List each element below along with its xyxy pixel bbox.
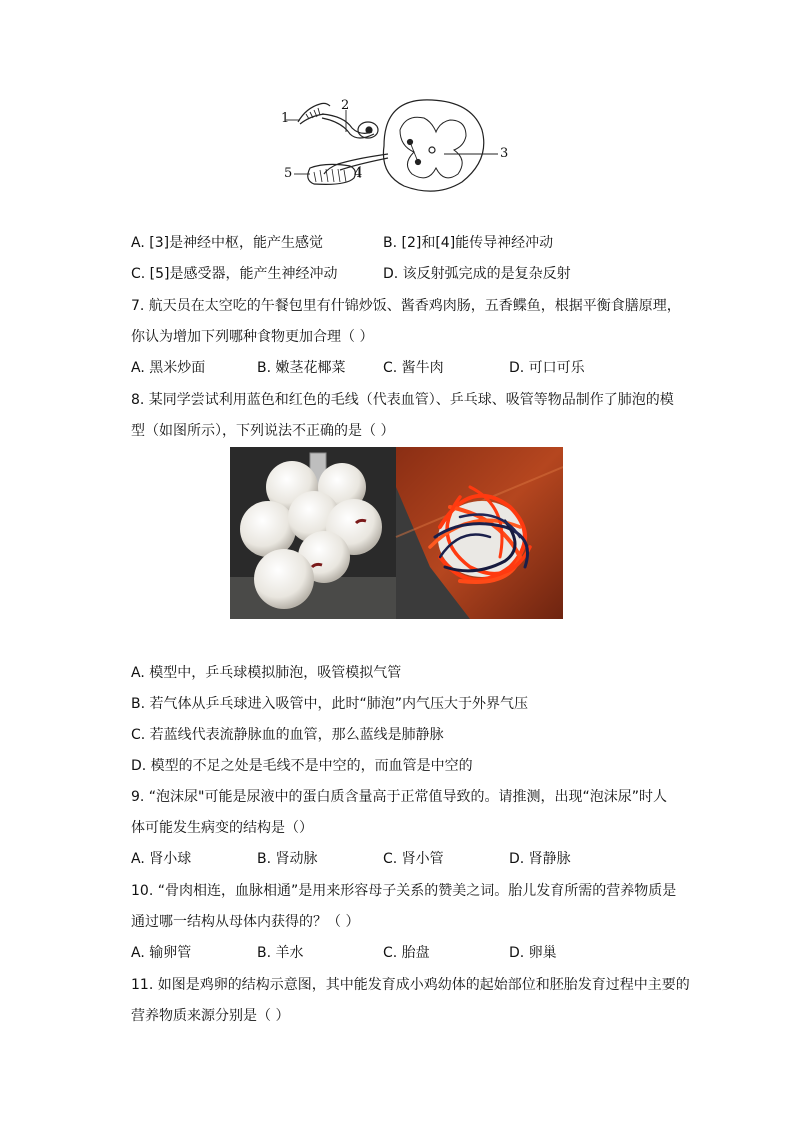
- q8-option-d: D. 模型的不足之处是毛线不是中空的，而血管是中空的: [131, 758, 473, 774]
- q9-option-c: C. 肾小管: [383, 851, 444, 867]
- reflex-arc-figure: [276, 92, 516, 202]
- q10-option-a: A. 输卵管: [131, 945, 192, 961]
- q11-stem-line1: 11. 如图是鸡卵的结构示意图，其中能发育成小鸡幼体的起始部位和胚胎发育过程中主要的: [131, 977, 690, 993]
- q11-stem-line2: 营养物质来源分别是（ ）: [131, 1008, 290, 1024]
- q10-option-d: D. 卵巢: [509, 945, 557, 961]
- alveolus-model-photo: [230, 447, 563, 619]
- q8-stem-line2: 型（如图所示），下列说法不正确的是（ ）: [131, 423, 395, 439]
- q9-option-d: D. 肾静脉: [509, 851, 571, 867]
- q7-stem-line2: 你认为增加下列哪种食物更加合理（ ）: [131, 329, 374, 345]
- q8-option-c: C. 若蓝线代表流静脉血的血管，那么蓝线是肺静脉: [131, 727, 444, 743]
- figure-label-2: 2: [341, 98, 350, 113]
- q9-option-b: B. 肾动脉: [257, 851, 318, 867]
- q7-option-c: C. 酱牛肉: [383, 360, 444, 376]
- q10-stem-line2: 通过哪一结构从母体内获得的？（ ）: [131, 914, 360, 930]
- q8-option-a: A. 模型中，乒乓球模拟肺泡，吸管模拟气管: [131, 665, 402, 681]
- q7-stem-line1: 7. 航天员在太空吃的午餐包里有什锦炒饭、酱香鸡肉肠，五香鲽鱼，根据平衡食膳原理，: [131, 298, 681, 314]
- q8-option-b: B. 若气体从乒乓球进入吸管中，此时“肺泡”内气压大于外界气压: [131, 696, 529, 712]
- figure-label-3: 3: [500, 146, 509, 161]
- figure-label-4: 4: [354, 166, 363, 181]
- q6-option-d: D. 该反射弧完成的是复杂反射: [383, 266, 571, 282]
- q9-stem-line2: 体可能发生病变的结构是（）: [131, 820, 313, 836]
- q9-stem-line1: 9. “泡沫尿"可能是尿液中的蛋白质含量高于正常值导致的。请推测，出现“泡沫尿”时人: [131, 789, 668, 805]
- figure-label-1: 1: [281, 111, 290, 126]
- q7-option-d: D. 可口可乐: [509, 360, 585, 376]
- figure-label-5: 5: [284, 166, 293, 181]
- q10-option-c: C. 胎盘: [383, 945, 430, 961]
- q9-option-a: A. 肾小球: [131, 851, 192, 867]
- q6-option-a: A. [3]是神经中枢，能产生感觉: [131, 235, 324, 251]
- q10-option-b: B. 羊水: [257, 945, 304, 961]
- q6-option-b: B. [2]和[4]能传导神经冲动: [383, 235, 554, 251]
- q7-option-a: A. 黑米炒面: [131, 360, 206, 376]
- q8-stem-line1: 8. 某同学尝试利用蓝色和红色的毛线（代表血管）、乒乓球、吸管等物品制作了肺泡的模: [131, 392, 674, 408]
- q6-option-c: C. [5]是感受器，能产生神经冲动: [131, 266, 338, 282]
- q7-option-b: B. 嫩茎花椰菜: [257, 360, 346, 376]
- alveolus-model-illustration: [230, 447, 563, 619]
- q10-stem-line1: 10. “骨肉相连，血脉相通”是用来形容母子关系的赞美之词。胎儿发育所需的营养物质是: [131, 883, 677, 899]
